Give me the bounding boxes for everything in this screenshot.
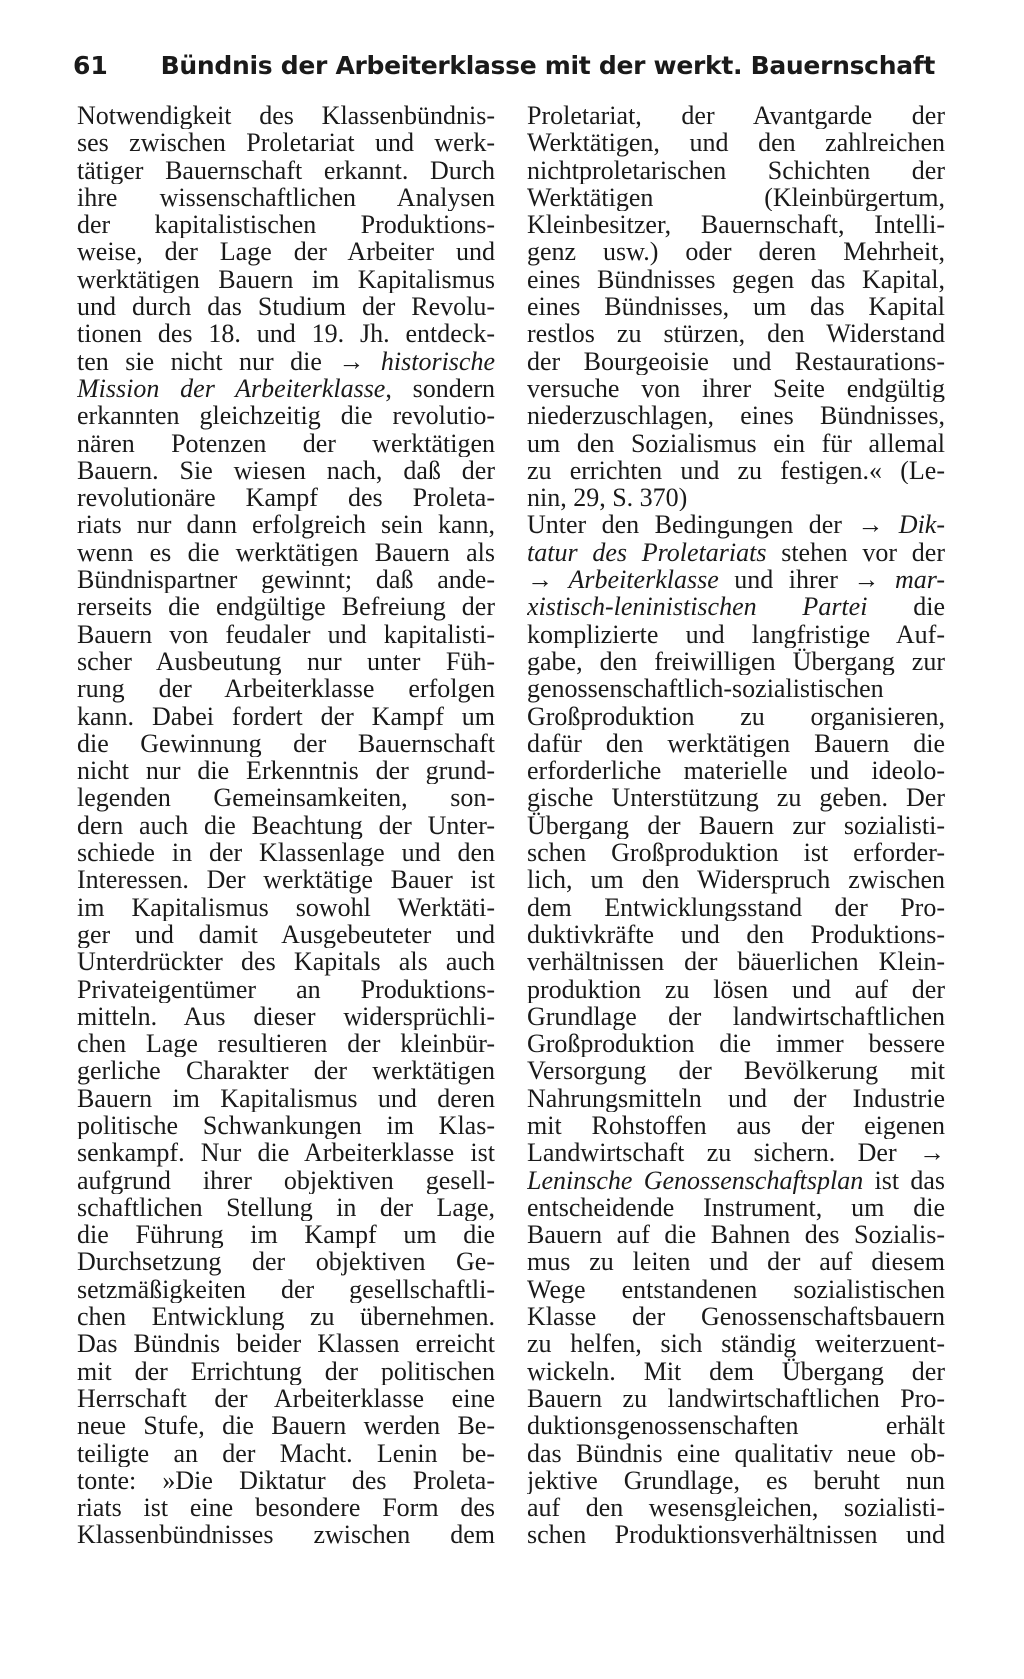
text-line xyxy=(77,812,495,839)
text-segment: neue Stufe, die Bauern werden Be- xyxy=(77,1412,495,1440)
text-segment: rung der Arbeiterklasse erfolgen xyxy=(77,675,495,703)
text-segment: eines Bündnisses, um das Kapital xyxy=(527,293,945,321)
text-line xyxy=(527,566,945,593)
text-segment: Bauern. Sie wiesen nach, daß der xyxy=(77,456,495,485)
italic-segment: Mission der Arbeiterklasse xyxy=(77,374,386,403)
running-header xyxy=(73,46,935,86)
text-line xyxy=(77,184,495,211)
text-segment: schen Großproduktion ist erforder- xyxy=(527,839,945,867)
text-segment: versuche von ihrer Seite endgültig xyxy=(527,374,945,403)
text-line xyxy=(77,1085,495,1112)
text-segment: Versorgung der Bevölkerung mit xyxy=(527,1057,945,1085)
text-segment: duktivkräfte und den Produktions- xyxy=(527,920,945,949)
text-segment: tätiger Bauernschaft erkannt. Durch xyxy=(77,156,495,184)
text-line xyxy=(77,593,495,620)
text-segment: mus zu leiten und der auf diesem xyxy=(527,1248,945,1276)
text-line xyxy=(77,839,495,866)
text-segment: → xyxy=(527,566,569,594)
text-line xyxy=(527,593,945,620)
text-segment: weise, der Lage der Arbeiter und xyxy=(77,238,495,266)
text-segment: produktion zu lösen und auf der xyxy=(527,975,945,1003)
text-segment: riats ist eine besondere Form des xyxy=(77,1494,495,1522)
text-line xyxy=(527,1521,945,1548)
text-line xyxy=(527,238,945,265)
italic-segment: xistisch-leninistischen Partei xyxy=(527,593,868,621)
text-segment: rerseits die endgültige Befreiung der xyxy=(77,593,495,621)
page-number: 61 xyxy=(73,51,108,80)
text-line xyxy=(527,976,945,1003)
text-line xyxy=(77,211,495,238)
text-segment: Großproduktion zu organisieren, xyxy=(527,702,945,730)
text-segment: riats nur dann erfolgreich sein kann, xyxy=(77,511,495,539)
text-segment: erkannten gleichzeitig die revolutio- xyxy=(77,402,495,430)
text-line xyxy=(527,1358,945,1385)
text-line xyxy=(77,894,495,921)
text-segment: Kleinbesitzer, Bauernschaft, Intelli- xyxy=(527,211,945,239)
text-segment: niederzuschlagen, eines Bündnisses, xyxy=(527,402,945,430)
text-segment: Klassenbündnisses zwischen dem xyxy=(77,1521,495,1549)
text-segment: schen Produktionsverhältnissen und xyxy=(527,1521,945,1549)
text-segment: Landwirtschaft zu sichern. Der → xyxy=(527,1139,945,1167)
text-line xyxy=(77,1303,495,1330)
right-text-column xyxy=(527,102,945,1549)
text-segment: Bündnispartner gewinnt; daß ande- xyxy=(77,566,495,594)
text-line xyxy=(527,457,945,484)
text-line xyxy=(527,1139,945,1166)
text-segment: Herrschaft der Arbeiterklasse eine xyxy=(77,1384,495,1413)
italic-segment: Dik- xyxy=(898,511,945,539)
text-segment: um den Sozialismus ein für allemal xyxy=(527,429,945,457)
text-segment: die Gewinnung der Bauernschaft xyxy=(77,729,495,758)
text-line xyxy=(77,457,495,484)
text-line xyxy=(527,157,945,184)
text-line xyxy=(77,866,495,893)
text-line xyxy=(527,894,945,921)
text-line xyxy=(77,430,495,457)
text-line xyxy=(77,703,495,730)
text-line xyxy=(77,675,495,702)
text-segment: dafür den werktätigen Bauern die xyxy=(527,729,945,758)
text-segment: komplizierte und langfristige Auf- xyxy=(527,620,945,648)
text-segment: Bauern im Kapitalismus und deren xyxy=(77,1084,495,1112)
text-line xyxy=(527,402,945,429)
italic-segment: tatur des Proletariats xyxy=(527,538,767,567)
text-line xyxy=(527,1003,945,1030)
text-line xyxy=(77,1494,495,1521)
text-segment: und durch das Studium der Revolu- xyxy=(77,293,495,321)
text-line xyxy=(77,1112,495,1139)
text-segment: tonte: »Die Diktatur des Proleta- xyxy=(77,1466,495,1495)
text-segment: Unterdrückter des Kapitals als auch xyxy=(77,948,495,976)
text-line xyxy=(77,402,495,429)
text-line xyxy=(527,293,945,320)
text-segment: werktätigen Bauern im Kapitalismus xyxy=(77,265,495,294)
text-line xyxy=(77,1358,495,1385)
text-segment: Das Bündnis beider Klassen erreicht xyxy=(77,1330,495,1358)
text-segment: ihre wissenschaftlichen Analysen xyxy=(77,183,495,212)
text-segment: lich, um den Widerspruch zwischen xyxy=(527,866,945,894)
text-segment: Werktätigen, und den zahlreichen xyxy=(527,129,945,157)
text-segment: tionen des 18. und 19. Jh. entdeck- xyxy=(77,320,495,348)
text-segment: ses zwischen Proletariat und werk- xyxy=(77,129,495,157)
text-line xyxy=(527,184,945,211)
text-line xyxy=(527,266,945,293)
text-line xyxy=(77,375,495,402)
text-segment: stehen vor der xyxy=(766,538,945,567)
text-line xyxy=(527,730,945,757)
text-segment: Grundlage der landwirtschaftlichen xyxy=(527,1002,945,1031)
text-line xyxy=(527,1030,945,1057)
text-line xyxy=(77,921,495,948)
text-segment: Bauern von feudaler und kapitalisti- xyxy=(77,620,495,648)
text-line xyxy=(527,1494,945,1521)
text-segment: chen Entwicklung zu übernehmen. xyxy=(77,1303,495,1331)
text-segment: das Bündnis eine qualitativ neue ob- xyxy=(527,1439,945,1467)
text-segment: Bauern zu landwirtschaftlichen Pro- xyxy=(527,1384,945,1413)
text-line xyxy=(527,921,945,948)
text-line xyxy=(527,129,945,156)
text-line xyxy=(527,1440,945,1467)
text-segment: wenn es die werktätigen Bauern als xyxy=(77,538,495,567)
text-segment: scher Ausbeutung nur unter Füh- xyxy=(77,647,495,676)
text-line xyxy=(77,784,495,811)
text-line xyxy=(527,1167,945,1194)
text-line xyxy=(527,648,945,675)
text-segment: die Führung im Kampf um die xyxy=(77,1221,495,1249)
text-line xyxy=(77,1330,495,1357)
text-line xyxy=(77,1167,495,1194)
text-line xyxy=(77,238,495,265)
text-segment: gabe, den freiwilligen Übergang zur xyxy=(527,647,945,676)
text-line xyxy=(527,375,945,402)
text-line xyxy=(527,621,945,648)
text-segment: auf den wesensgleichen, sozialisti- xyxy=(527,1494,945,1522)
text-line xyxy=(77,484,495,511)
text-line xyxy=(527,1303,945,1330)
text-segment: gerliche Charakter der werktätigen xyxy=(77,1057,495,1085)
text-segment: nären Potenzen der werktätigen xyxy=(77,429,495,457)
text-line xyxy=(527,320,945,347)
text-segment: Werktätigen (Kleinbürgertum, xyxy=(527,183,945,212)
text-line xyxy=(77,1057,495,1084)
text-segment: Unter den Bedingungen der → xyxy=(527,511,899,539)
text-line xyxy=(77,157,495,184)
text-line xyxy=(77,566,495,593)
text-line xyxy=(77,1276,495,1303)
text-line xyxy=(77,757,495,784)
text-line xyxy=(77,976,495,1003)
text-line xyxy=(527,839,945,866)
text-line xyxy=(527,1221,945,1248)
text-segment: mitteln. Aus dieser widersprüchli- xyxy=(77,1002,495,1031)
text-line xyxy=(77,1003,495,1030)
text-segment: schiede in der Klassenlage und den xyxy=(77,839,495,867)
text-segment: chen Lage resultieren der kleinbür- xyxy=(77,1030,495,1058)
text-segment: senkampf. Nur die Arbeiterklasse ist xyxy=(77,1139,495,1167)
text-segment: dern auch die Beachtung der Unter- xyxy=(77,811,495,840)
text-segment: Notwendigkeit des Klassenbündnis- xyxy=(77,102,495,130)
text-segment: Bauern auf die Bahnen des Sozialis- xyxy=(527,1221,945,1249)
text-line xyxy=(77,948,495,975)
text-line xyxy=(527,1412,945,1439)
text-line xyxy=(527,1330,945,1357)
text-segment: Durchsetzung der objektiven Ge- xyxy=(77,1248,495,1276)
text-segment: aufgrund ihrer objektiven gesell- xyxy=(77,1166,495,1194)
text-segment: politische Schwankungen im Klas- xyxy=(77,1111,495,1140)
text-segment: duktionsgenossenschaften erhält xyxy=(527,1412,945,1440)
text-line xyxy=(77,1248,495,1275)
text-line xyxy=(77,1521,495,1548)
text-segment: Interessen. Der werktätige Bauer ist xyxy=(77,866,495,894)
text-segment: legenden Gemeinsamkeiten, son- xyxy=(77,784,495,812)
text-line xyxy=(77,648,495,675)
text-segment: die xyxy=(867,593,945,621)
text-line xyxy=(77,1440,495,1467)
text-line xyxy=(77,1467,495,1494)
text-segment: restlos zu stürzen, den Widerstand xyxy=(527,320,945,348)
text-line xyxy=(527,102,945,129)
text-line xyxy=(527,784,945,811)
text-line xyxy=(527,948,945,975)
text-line xyxy=(77,102,495,129)
text-segment: kann. Dabei fordert der Kampf um xyxy=(77,702,495,730)
text-line xyxy=(527,675,945,702)
text-line xyxy=(77,1030,495,1057)
text-segment: jektive Grundlage, es beruht nun xyxy=(527,1466,945,1495)
text-segment: ten sie nicht nur die → xyxy=(77,347,381,375)
text-segment: und ihrer → xyxy=(718,566,895,594)
italic-segment: mar- xyxy=(894,566,945,594)
text-line xyxy=(77,1385,495,1412)
text-line xyxy=(77,1194,495,1221)
text-segment: verhältnissen der bäuerlichen Klein- xyxy=(527,948,945,976)
text-segment: Wege entstandenen sozialistischen xyxy=(527,1275,945,1304)
text-segment: entscheidende Instrument, um die xyxy=(527,1193,945,1222)
text-line xyxy=(527,812,945,839)
text-line xyxy=(77,266,495,293)
text-line xyxy=(77,539,495,566)
text-segment: ist das xyxy=(863,1166,945,1194)
text-segment: Nahrungsmitteln und der Industrie xyxy=(527,1084,945,1112)
text-line xyxy=(77,621,495,648)
text-segment: wickeln. Mit dem Übergang der xyxy=(527,1357,945,1385)
italic-segment: historische xyxy=(380,347,495,375)
text-segment: genz usw.) oder deren Mehrheit, xyxy=(527,238,945,266)
text-line xyxy=(527,1248,945,1275)
text-line xyxy=(77,320,495,347)
text-line xyxy=(77,511,495,538)
text-line xyxy=(527,757,945,784)
text-segment: mit Rohstoffen aus der eigenen xyxy=(527,1111,945,1140)
text-segment: eines Bündnisses gegen das Kapital, xyxy=(527,265,945,294)
text-segment: ger und damit Ausgebeuteter und xyxy=(77,920,495,949)
text-segment: nichtproletarischen Schichten der xyxy=(527,156,945,184)
left-text-column xyxy=(77,102,495,1549)
text-line xyxy=(527,1276,945,1303)
text-line xyxy=(527,1085,945,1112)
text-line xyxy=(527,484,945,511)
text-segment: genossenschaftlich-sozialistischen xyxy=(527,675,884,703)
text-segment: revolutionäre Kampf des Proleta- xyxy=(77,484,495,512)
text-line xyxy=(77,1221,495,1248)
text-segment: der kapitalistischen Produktions- xyxy=(77,211,495,239)
text-line xyxy=(527,511,945,538)
text-segment: dem Entwicklungsstand der Pro- xyxy=(527,893,945,921)
italic-segment: Arbeiterklasse xyxy=(568,566,719,594)
text-segment: Großproduktion die immer bessere xyxy=(527,1030,945,1058)
text-line xyxy=(77,293,495,320)
text-line xyxy=(527,348,945,375)
text-line xyxy=(527,1057,945,1084)
text-segment: gische Unterstützung zu geben. Der xyxy=(527,784,945,812)
text-line xyxy=(77,1139,495,1166)
text-segment: Privateigentümer an Produktions- xyxy=(77,975,495,1003)
text-line xyxy=(527,866,945,893)
text-segment: Übergang der Bauern zur sozialisti- xyxy=(527,811,945,840)
text-line xyxy=(527,703,945,730)
text-line xyxy=(77,348,495,375)
text-line xyxy=(527,211,945,238)
text-line xyxy=(77,1412,495,1439)
text-segment: mit der Errichtung der politischen xyxy=(77,1357,495,1385)
text-line xyxy=(527,430,945,457)
text-segment: teiligte an der Macht. Lenin be- xyxy=(77,1439,495,1467)
text-segment: nin, 29, S. 370) xyxy=(527,484,688,512)
running-title: Bündnis der Arbeiterklasse mit der werkt. Bauernschaft xyxy=(160,51,935,80)
text-segment: Proletariat, der Avantgarde der xyxy=(527,102,945,130)
text-line xyxy=(77,730,495,757)
text-line xyxy=(527,539,945,566)
text-segment: Klasse der Genossenschaftsbauern xyxy=(527,1303,945,1331)
text-line xyxy=(527,1467,945,1494)
text-segment: zu errichten und zu festigen.« (Le- xyxy=(527,456,945,485)
text-segment: schaftlichen Stellung in der Lage, xyxy=(77,1193,495,1222)
text-line xyxy=(527,1112,945,1139)
text-segment: zu helfen, sich ständig weiterzuent- xyxy=(527,1330,945,1358)
text-segment: der Bourgeoisie und Restaurations- xyxy=(527,347,945,375)
text-line xyxy=(77,129,495,156)
text-segment: erforderliche materielle und ideolo- xyxy=(527,757,945,785)
text-line xyxy=(527,1194,945,1221)
text-segment: nicht nur die Erkenntnis der grund- xyxy=(77,757,495,785)
text-segment: , sondern xyxy=(385,374,495,403)
text-segment: im Kapitalismus sowohl Werktäti- xyxy=(77,893,495,921)
italic-segment: Leninsche Genossenschaftsplan xyxy=(527,1166,864,1194)
text-segment: setzmäßigkeiten der gesellschaftli- xyxy=(77,1275,495,1304)
text-line xyxy=(527,1385,945,1412)
